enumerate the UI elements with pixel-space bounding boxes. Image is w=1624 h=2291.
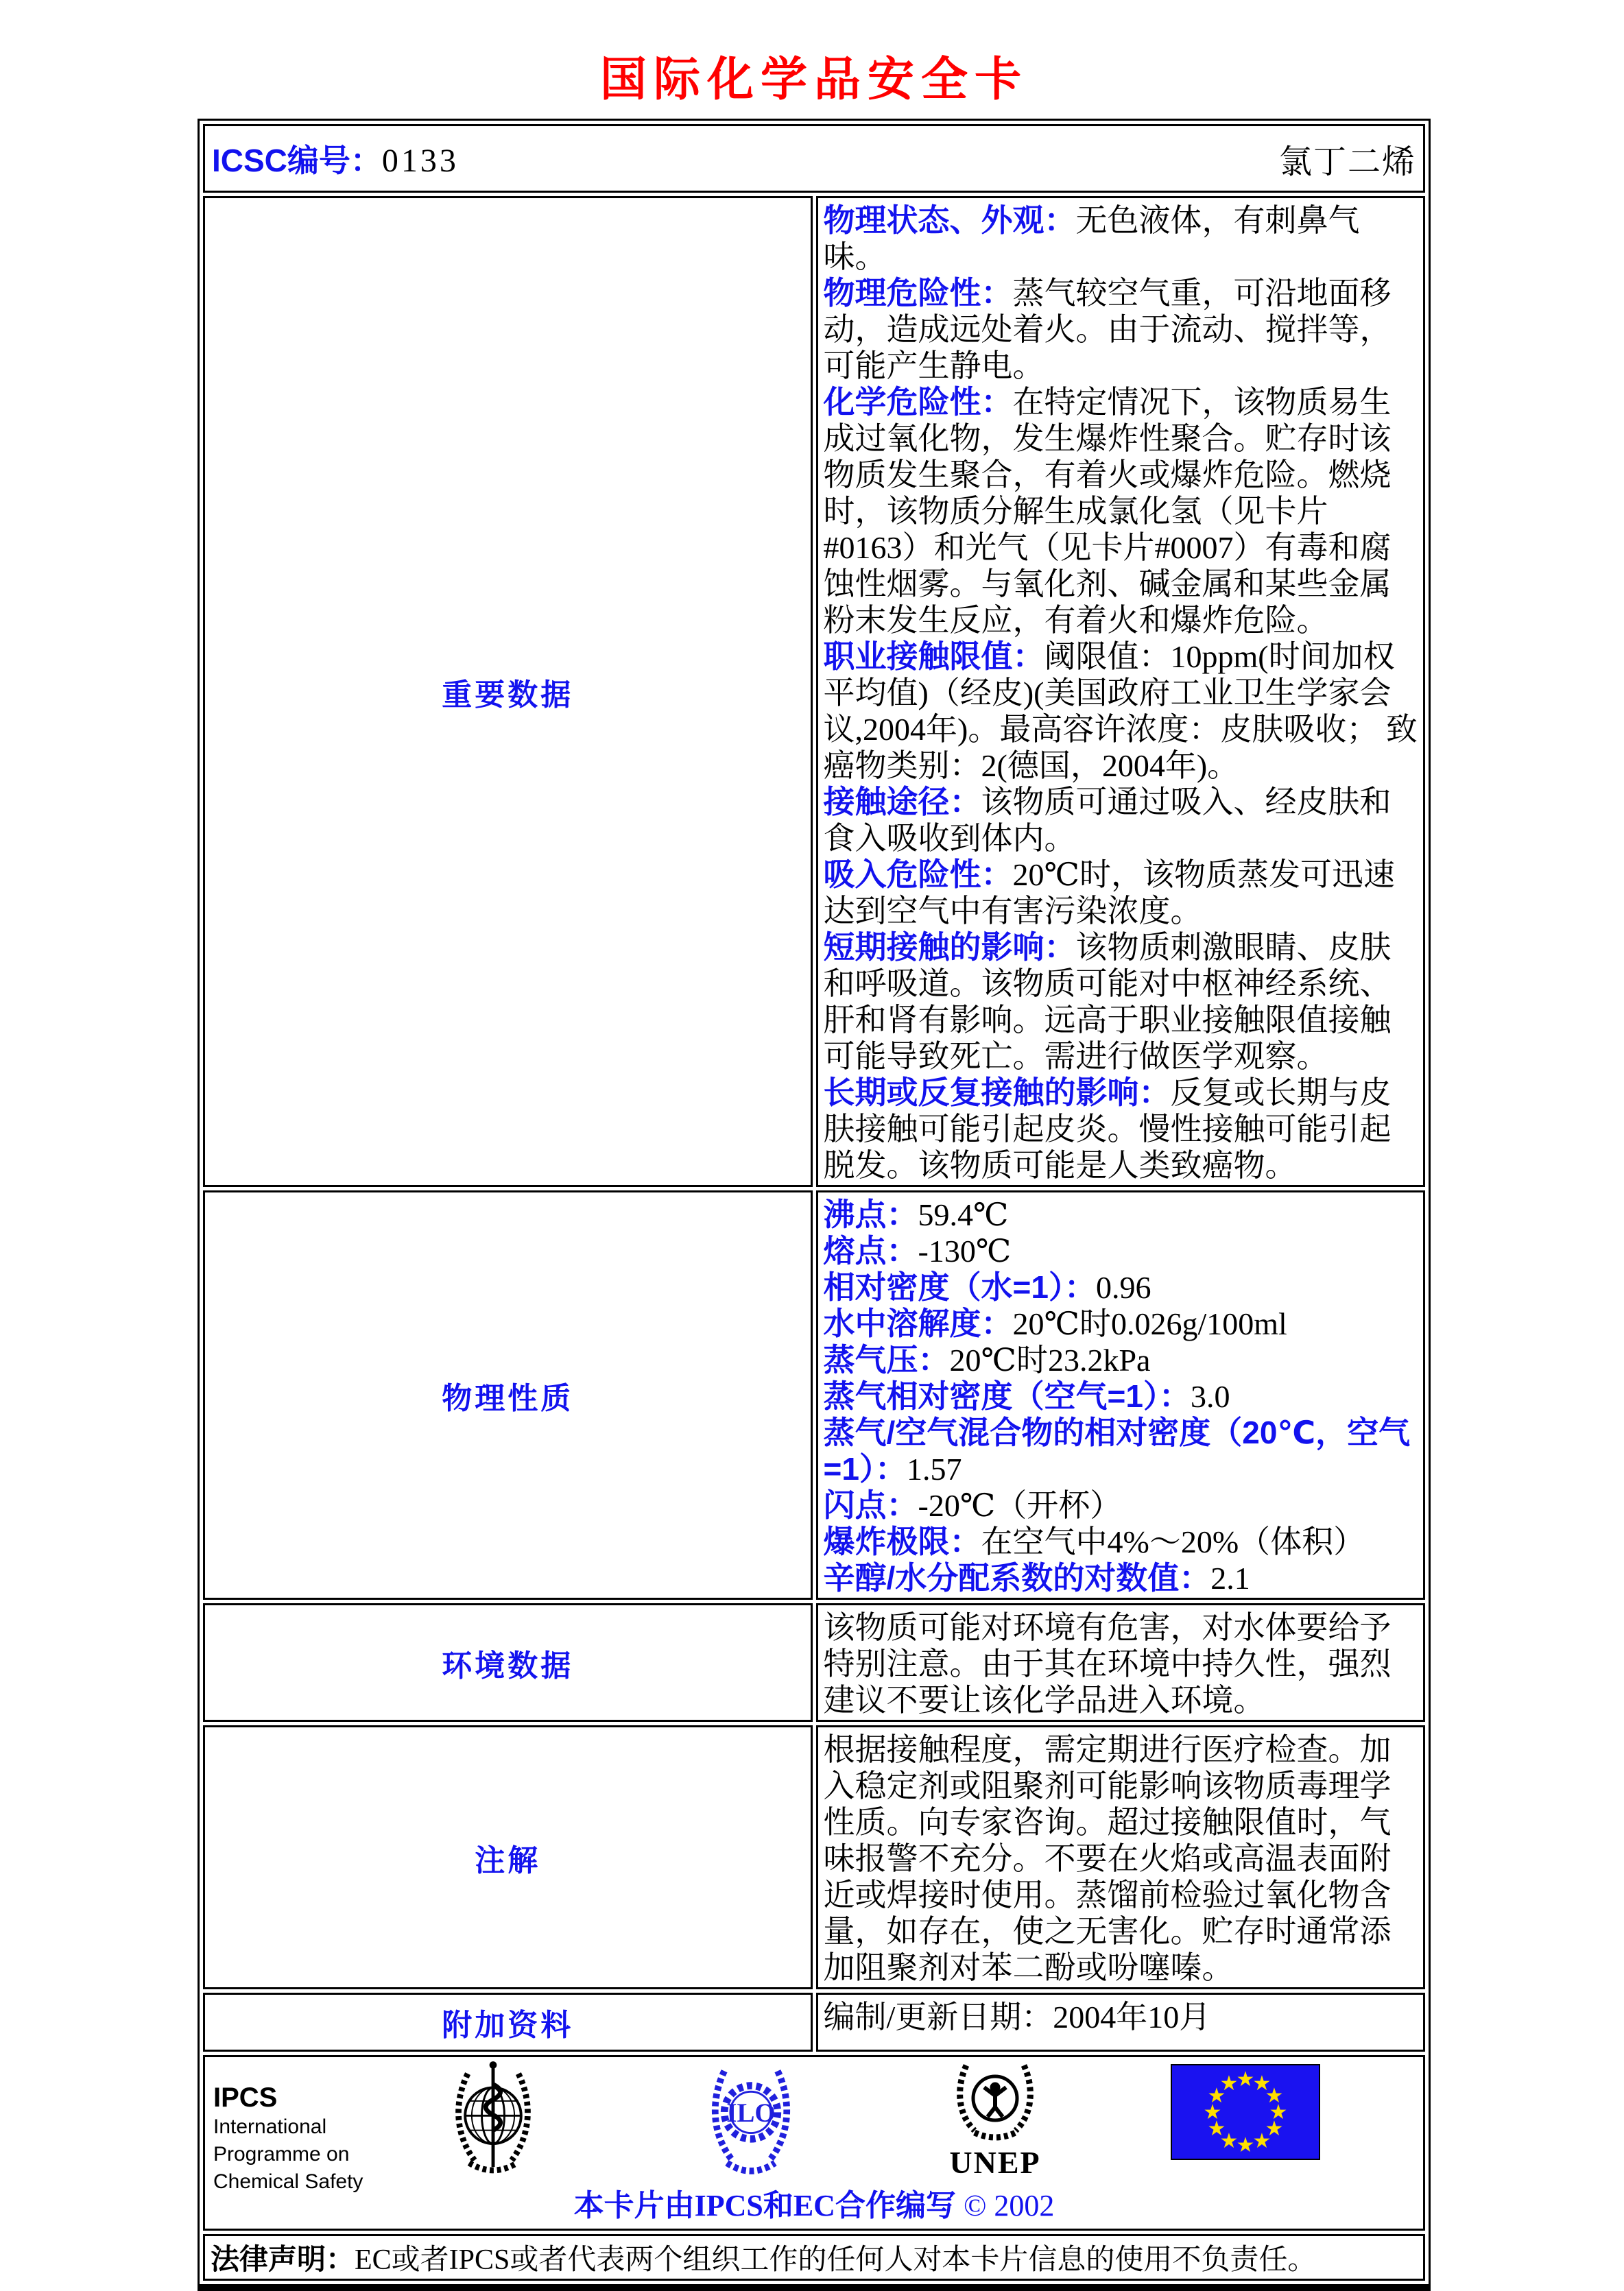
- legal-text: EC或者IPCS或者代表两个组织工作的任何人对本卡片信息的使用不负责任。: [355, 2244, 1317, 2276]
- field-inhalation-risk: 吸入危险性：20℃时，该物质蒸发可迅速达到空气中有害污染浓度。: [823, 856, 1395, 928]
- section-label-important-data: 重要数据: [203, 196, 813, 1187]
- icsc-number-label: ICSC编号：: [212, 143, 382, 178]
- page-title: 国际化学品安全卡: [599, 53, 1028, 106]
- prop-vapor-air-density: 蒸气/空气混合物的相对密度（20℃，空气=1）：1.57: [823, 1415, 1411, 1487]
- svg-text:★: ★: [1203, 2100, 1222, 2124]
- svg-text:★: ★: [1219, 2072, 1239, 2096]
- caption-text: 本卡片由IPCS和EC合作编写: [573, 2189, 956, 2222]
- prop-melting-point: 熔点：-130℃: [823, 1233, 1012, 1269]
- field-exposure-routes: 接触途径：该物质可通过吸入、经皮肤和食入吸收到体内。: [823, 784, 1392, 856]
- svg-text:★: ★: [1269, 2100, 1288, 2124]
- icsc-number-group: [212, 136, 459, 181]
- ilo-logo-icon: [704, 2059, 798, 2190]
- eu-flag-icon: [1171, 2064, 1320, 2163]
- notes-content: [816, 1725, 1426, 1989]
- icsc-card-table: [198, 119, 1431, 2291]
- svg-text:★: ★: [1252, 2129, 1271, 2153]
- physical-properties-row: [203, 1190, 1425, 1600]
- chemical-name: 氯丁二烯: [1278, 143, 1416, 180]
- svg-text:ILO: ILO: [726, 2098, 776, 2128]
- important-data-content: [816, 196, 1426, 1187]
- header-cell: [203, 124, 1425, 193]
- svg-text:★: ★: [1265, 2084, 1284, 2108]
- additional-info-row: [203, 1993, 1425, 2052]
- svg-text:★: ★: [1252, 2072, 1271, 2096]
- unep-logo-text: UNEP: [949, 2145, 1041, 2180]
- svg-text:★: ★: [1207, 2084, 1226, 2108]
- section-label-physical-properties: 物理性质: [203, 1190, 813, 1600]
- ipcs-text-block: [213, 2082, 363, 2196]
- section-label-additional-info: 附加资料: [203, 1993, 813, 2052]
- svg-text:★: ★: [1219, 2129, 1239, 2153]
- ipcs-line2: Programme on: [213, 2143, 350, 2166]
- environmental-data-content: [816, 1603, 1426, 1722]
- field-occupational-limit: 职业接触限值：阈限值：10ppm(时间加权平均值)（经皮)(美国政府工业卫生学家会议,2004年)。最高容许浓度：皮肤吸收； 致癌物类别：2(德国，2004年)。: [823, 638, 1418, 783]
- legal-cell: [203, 2234, 1425, 2281]
- notes-text: 根据接触程度，需定期进行医疗检查。加入稳定剂或阻聚剂可能影响该物质毒理学性质。向专家咨询。超过接触限值时，气味报警不充分。不要在火焰或高温表面附近或焊接时使用。蒸馏前检验过氧化物含量，如存在，使之无害化。贮存时通常添加阻聚剂对苯二酚或吩噻嗪。: [823, 1732, 1392, 1985]
- prop-relative-density: 相对密度（水=1）：0.96: [823, 1269, 1151, 1305]
- header-row: [203, 124, 1425, 193]
- environmental-text: 该物质可能对环境有危害，对水体要给予特别注意。由于其在环境中持久性，强烈建议不要让该化学品进入环境。: [823, 1610, 1392, 1718]
- legal-row: [203, 2234, 1425, 2281]
- ipcs-line1: International: [213, 2115, 327, 2138]
- environmental-data-row: [203, 1603, 1425, 1722]
- legal-label: 法律声明：: [211, 2243, 355, 2275]
- field-short-term-effects: 短期接触的影响：该物质刺激眼睛、皮肤和呼吸道。该物质可能对中枢神经系统、肝和肾有影响。远高于职业接触限值接触可能导致死亡。需进行做医学观察。: [823, 929, 1392, 1074]
- footer-caption: [205, 2181, 1423, 2224]
- prop-water-solubility: 水中溶解度：20℃时0.026g/100ml: [823, 1306, 1287, 1341]
- notes-row: [203, 1725, 1425, 1989]
- icsc-number-value: 0133: [381, 143, 459, 179]
- ipcs-name: IPCS: [213, 2083, 278, 2113]
- section-label-environmental-data: 环境数据: [203, 1603, 813, 1722]
- additional-info-content: [816, 1993, 1426, 2052]
- field-physical-state: 物理状态、外观：无色液体，有刺鼻气味。: [823, 202, 1360, 274]
- prop-boiling-point: 沸点：59.4℃: [823, 1197, 1009, 1232]
- update-date: 编制/更新日期：2004年10月: [823, 2000, 1211, 2035]
- logos-cell: [203, 2055, 1425, 2231]
- unep-logo-icon: [947, 2059, 1043, 2181]
- svg-text:★: ★: [1236, 2133, 1255, 2157]
- section-label-notes: 注解: [203, 1725, 813, 1989]
- field-chemical-danger: 化学危险性：在特定情况下，该物质易生成过氧化物，发生爆炸性聚合。贮存时该物质发生聚合，有着火或爆炸危险。燃烧时，该物质分解生成氯化氢（见卡片#0163）和光气（见卡片#0007）有毒和腐蚀性烟雾。与氧化剂、碱金属和某些金属粉末发生反应，有着火和爆炸危险。: [823, 384, 1392, 638]
- prop-octanol-water: 辛醇/水分配系数的对数值：2.1: [823, 1560, 1250, 1596]
- logos-row: [203, 2055, 1425, 2231]
- field-long-term-effects: 长期或反复接触的影响：反复或长期与皮肤接触可能引起皮炎。慢性接触可能引起脱发。该物质可能是人类致癌物。: [823, 1075, 1392, 1183]
- prop-flash-point: 闪点：-20℃（开杯）: [823, 1487, 1122, 1523]
- prop-vapor-pressure: 蒸气压：20℃时23.2kPa: [823, 1342, 1151, 1378]
- svg-text:★: ★: [1265, 2117, 1284, 2141]
- physical-properties-content: [816, 1190, 1426, 1600]
- ipcs-line3: Chemical Safety: [213, 2170, 363, 2193]
- who-logo-icon: [446, 2059, 540, 2190]
- prop-explosive-limits: 爆炸极限：在空气中4%～20%（体积）: [823, 1524, 1365, 1559]
- field-physical-danger: 物理危险性：蒸气较空气重，可沿地面移动，造成远处着火。由于流动、搅拌等，可能产生静电。: [823, 275, 1392, 383]
- svg-text:★: ★: [1236, 2067, 1255, 2091]
- important-data-row: [203, 196, 1425, 1187]
- copyright-text: © 2002: [963, 2189, 1055, 2222]
- prop-vapor-density: 蒸气相对密度（空气=1）：3.0: [823, 1378, 1230, 1414]
- svg-text:★: ★: [1207, 2117, 1226, 2141]
